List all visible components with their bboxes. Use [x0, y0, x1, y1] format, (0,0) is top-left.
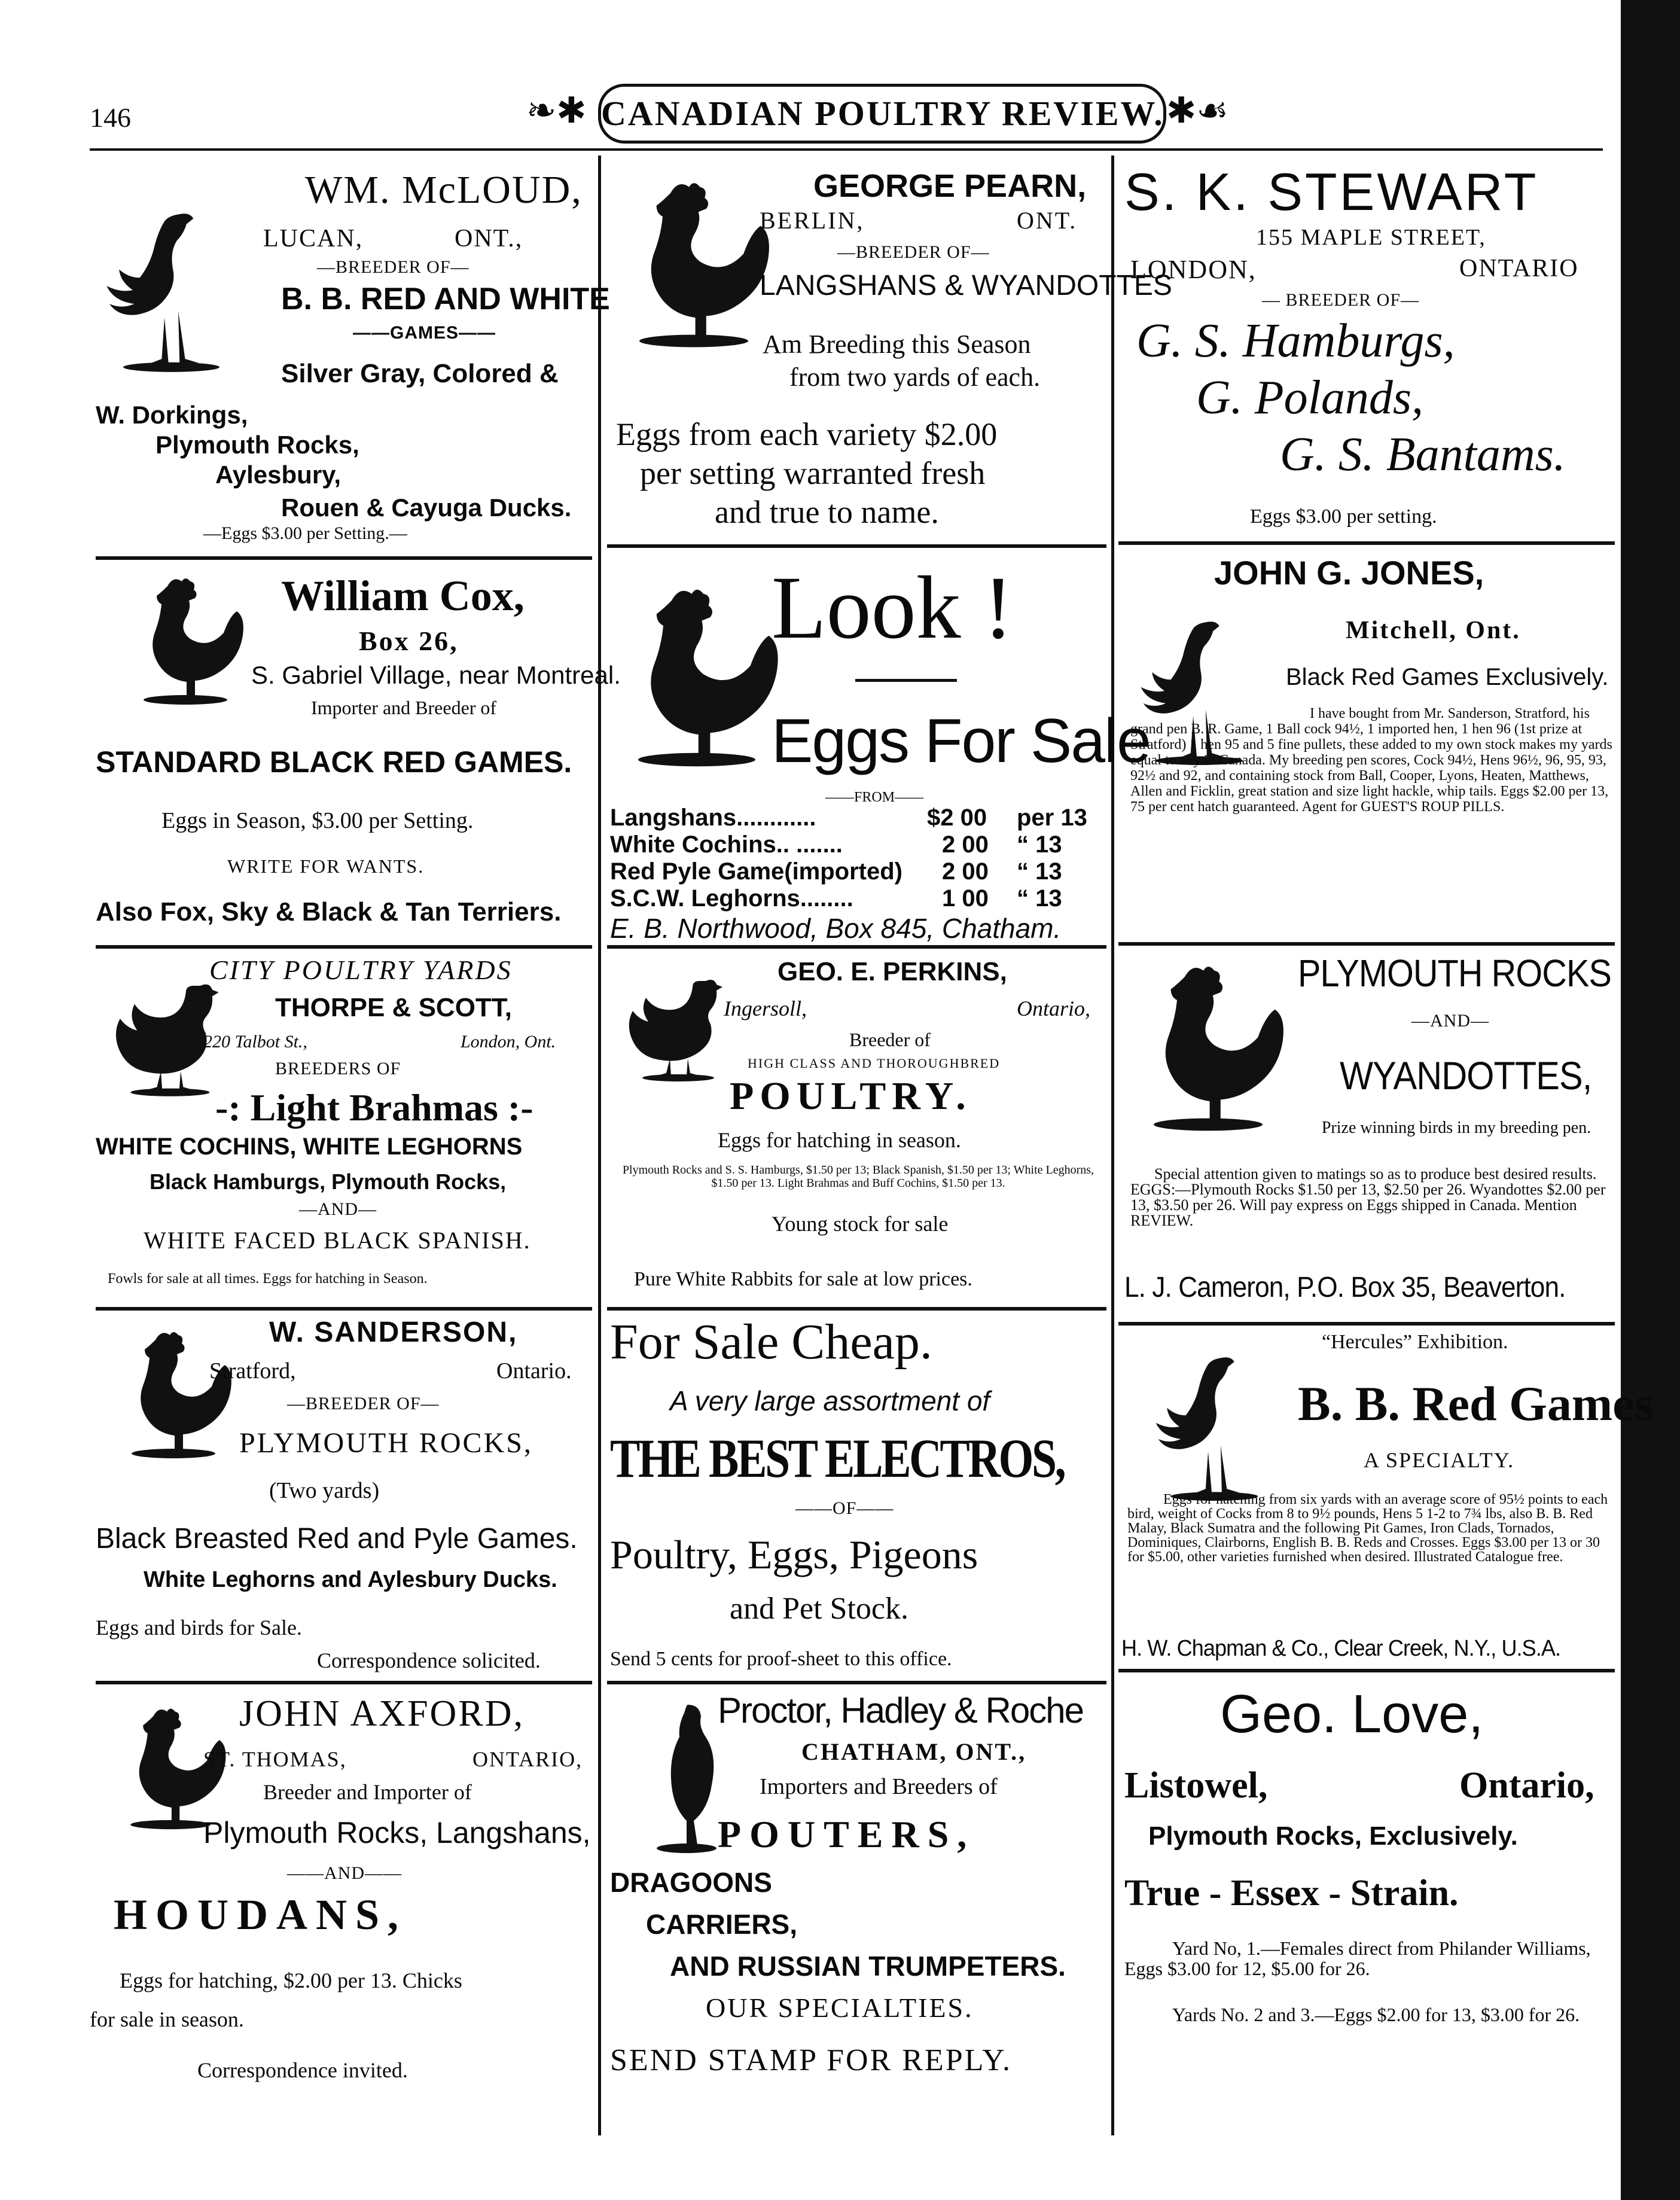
ad-stewart-prov: ONTARIO: [1459, 255, 1579, 282]
ad-chapman-title: “Hercules” Exhibition.: [1322, 1331, 1508, 1353]
ad-jones-place: Mitchell, Ont.: [1346, 617, 1521, 644]
rule-c3-4: [1118, 1669, 1615, 1672]
ad-sanderson-line4: White Leghorns and Aylesbury Ducks.: [144, 1567, 557, 1592]
page-edge-bar: [1621, 0, 1680, 2200]
ad-love-name: Geo. Love,: [1220, 1684, 1484, 1744]
ad-axford-line2: HOUDANS,: [114, 1891, 407, 1939]
ad-stewart-street: 155 MAPLE STREET,: [1256, 225, 1486, 250]
ad-sanderson-line2: (Two yards): [269, 1478, 380, 1503]
gamecock-icon: [1136, 1352, 1280, 1501]
header-rule: [90, 148, 1603, 151]
ad-mcloud-eggs: —Eggs $3.00 per Setting.—: [203, 523, 407, 543]
ad-city-line1: -: Light Brahmas :-: [215, 1086, 533, 1129]
ad-perkins-eggs: Eggs for hatching in season.: [718, 1128, 961, 1152]
ad-look-subtitle: Eggs For Sale: [772, 706, 1150, 776]
ad-pearn-line4: Eggs from each variety $2.00: [616, 416, 998, 452]
rooster-icon: [616, 173, 772, 353]
ad-stewart-line1: G. S. Hamburgs,: [1136, 315, 1455, 367]
ad-perkins-rabbits: Pure White Rabbits for sale at low prices.: [634, 1268, 972, 1290]
ad-cameron-footer: L. J. Cameron, P.O. Box 35, Beaverton.: [1124, 1272, 1566, 1303]
ad-perkins-class: HIGH CLASS AND THOROUGHBRED: [748, 1056, 1001, 1071]
ad-proctor-importers: Importers and Breeders of: [760, 1774, 998, 1799]
ad-jones-line1: Black Red Games Exclusively.: [1286, 664, 1609, 690]
ad-look-row-breed: Red Pyle Game(imported): [610, 858, 903, 885]
ad-love-line4: Yards No. 2 and 3.—Eggs $2.00 for 13, $3.00 for 26.: [1172, 2004, 1580, 2025]
rule-c1-3: [96, 1307, 592, 1311]
ad-axford-line5: Correspondence invited.: [197, 2058, 408, 2082]
ad-electros-of: ——OF——: [795, 1498, 894, 1518]
rule-c3-3: [1118, 1322, 1615, 1326]
ad-cox-wants: WRITE FOR WANTS.: [227, 855, 425, 877]
ad-electros-line2: THE BEST ELECTROS,: [610, 1428, 1065, 1489]
ad-axford-and: ——AND——: [287, 1863, 402, 1883]
column-rule-1: [598, 156, 601, 2135]
ad-axford-breeder: Breeder and Importer of: [263, 1780, 472, 1804]
ad-mcloud-place: LUCAN,: [263, 225, 364, 252]
ad-city-line2: WHITE COCHINS, WHITE LEGHORNS: [96, 1133, 523, 1160]
ad-sanderson-line6: Correspondence solicited.: [317, 1649, 541, 1672]
ad-sanderson-line3: Black Breasted Red and Pyle Games.: [96, 1523, 578, 1555]
ad-axford-line1: Plymouth Rocks, Langshans,: [203, 1816, 591, 1849]
ad-cox-name: William Cox,: [281, 572, 525, 620]
ad-perkins-place: Ingersoll,: [724, 997, 807, 1020]
ad-cameron-prize: Prize winning birds in my breeding pen.: [1321, 1119, 1591, 1137]
ad-love-line2: True - Essex - Strain.: [1124, 1873, 1459, 1913]
ad-sanderson-place: Stratford,: [209, 1358, 296, 1384]
ad-chapman-line1: B. B. Red Games: [1298, 1376, 1654, 1431]
rule-c2-1: [607, 544, 1106, 548]
ad-look-title: Look !: [772, 558, 1014, 657]
rule-c2-3: [607, 1307, 1106, 1311]
ad-look-from: ——FROM——: [825, 790, 924, 805]
ad-mcloud-line2: Silver Gray, Colored &: [281, 359, 559, 388]
ad-electros-line5: Send 5 cents for proof-sheet to this office.: [610, 1648, 952, 1670]
ad-look-row-breed: S.C.W. Leghorns........: [610, 885, 853, 912]
ad-jones-name: JOHN G. JONES,: [1214, 554, 1484, 592]
ad-look-row-per: “ 13: [1017, 858, 1062, 885]
ad-love-prov: Ontario,: [1459, 1765, 1594, 1806]
ad-city-breeders: BREEDERS OF: [275, 1059, 401, 1078]
ad-axford-name: JOHN AXFORD,: [239, 1693, 525, 1734]
ad-city-footer: Fowls for sale at all times. Eggs for hatching in Season.: [108, 1271, 428, 1287]
masthead-ornament-right: ✱☙: [1166, 91, 1229, 130]
ad-stewart-city: LONDON,: [1130, 255, 1257, 284]
ad-look-divider: [855, 679, 957, 682]
rule-c2-4: [607, 1681, 1106, 1684]
ad-mcloud-games: ——GAMES——: [353, 323, 496, 343]
ad-cox-importer: Importer and Breeder of: [311, 697, 497, 718]
ad-proctor-line1: POUTERS,: [718, 1813, 975, 1855]
ad-look-footer: E. B. Northwood, Box 845, Chatham.: [610, 913, 1062, 944]
ad-pearn-place: BERLIN,: [760, 207, 865, 234]
ad-perkins-poultry: POULTRY.: [730, 1074, 972, 1118]
ad-mcloud-name: WM. McLOUD,: [305, 168, 583, 212]
ad-axford-place: ST. THOMAS,: [203, 1747, 347, 1771]
ad-look-row-price: $2 00: [927, 805, 987, 831]
ad-cameron-and: —AND—: [1411, 1011, 1489, 1031]
ad-look-row-price: 2 00: [942, 831, 989, 858]
ad-cox-eggs: Eggs in Season, $3.00 per Setting.: [161, 808, 474, 833]
ad-cameron-text: Special attention given to matings so as to produce best desired results. EGGS:—Plymouth Rocks $1.50 per 13, $2.50 per 26. Wyandottes $2.00 per 13, $3.50 per 26. Will pay express on Eggs shipped in Canada. Mention REVIEW.: [1130, 1165, 1606, 1229]
ad-stewart-name: S. K. STEWART: [1124, 162, 1539, 221]
ad-stewart-breeder: — BREEDER OF—: [1262, 290, 1420, 310]
ad-mcloud-line3: W. Dorkings,: [96, 401, 248, 429]
ad-sanderson-name: W. SANDERSON,: [269, 1317, 518, 1348]
ad-pearn-line1: LANGSHANS & WYANDOTTES: [760, 270, 1172, 301]
ad-pearn-breeder: —BREEDER OF—: [837, 242, 990, 262]
ad-city-city: London, Ont.: [461, 1032, 556, 1052]
ad-stewart-eggs: Eggs $3.00 per setting.: [1250, 505, 1437, 528]
rule-c2-2: [607, 945, 1106, 949]
ad-cox-box: Box 26,: [359, 626, 459, 656]
rooster-icon: [1130, 957, 1286, 1136]
ad-stewart-line2: G. Polands,: [1196, 371, 1423, 424]
ad-mcloud-prov: ONT.,: [455, 225, 523, 252]
ad-electros-line4: and Pet Stock.: [730, 1592, 908, 1626]
ad-cox-line1: STANDARD BLACK RED GAMES.: [96, 745, 572, 779]
masthead-ornament-left: ❧✱: [526, 91, 587, 130]
ad-pearn-line5: per setting warranted fresh: [640, 455, 986, 491]
ad-love-place: Listowel,: [1124, 1765, 1268, 1806]
ad-axford-prov: ONTARIO,: [472, 1747, 583, 1771]
rooster-icon: [108, 1328, 239, 1459]
ad-electros-title: For Sale Cheap.: [610, 1314, 932, 1370]
ad-pearn-line2: Am Breeding this Season: [763, 330, 1031, 359]
ad-perkins-breeder: Breeder of: [849, 1029, 931, 1050]
column-rule-2: [1111, 156, 1114, 2135]
ad-sanderson-line5: Eggs and birds for Sale.: [96, 1616, 302, 1640]
ad-perkins-prices: Plymouth Rocks and S. S. Hamburgs, $1.50 per 13; Black Spanish, $1.50 per 13; White Leghorns, $1.50 per 13. Light Brahmas and Buff Cochins, $1.50 per 13.: [622, 1163, 1094, 1190]
ad-cox-also: Also Fox, Sky & Black & Tan Terriers.: [96, 897, 562, 927]
rule-c3-1: [1118, 541, 1615, 545]
ad-city-firm: THORPE & SCOTT,: [275, 993, 513, 1022]
gamecock-icon: [96, 173, 233, 407]
ad-electros-line1: A very large assortment of: [670, 1385, 990, 1416]
rooster-icon: [613, 562, 780, 790]
ad-mcloud-line6: Rouen & Cayuga Ducks.: [281, 493, 572, 522]
rule-c1-2: [96, 945, 592, 949]
ad-look-row-price: 1 00: [942, 885, 989, 912]
ad-love-line3: Yard No, 1.—Females direct from Philander Williams, Eggs $3.00 for 12, $5.00 for 26.: [1124, 1937, 1591, 1979]
ad-city-street: 220 Talbot St.,: [203, 1032, 307, 1052]
ad-mcloud-line1: B. B. RED AND WHITE: [281, 282, 610, 316]
ad-pearn-name: GEORGE PEARN,: [813, 168, 1087, 204]
pigeon-icon: [652, 1699, 724, 1854]
ad-look-row-breed: Langshans............: [610, 805, 816, 831]
ad-city-line3: Black Hamburgs, Plymouth Rocks,: [150, 1169, 507, 1194]
ad-perkins-name: GEO. E. PERKINS,: [778, 957, 1007, 986]
ad-proctor-line6: SEND STAMP FOR REPLY.: [610, 2043, 1013, 2077]
ad-proctor-line5: OUR SPECIALTIES.: [706, 1992, 974, 2023]
ad-mcloud-line4: Plymouth Rocks,: [156, 431, 359, 459]
rule-c1-1: [96, 556, 592, 560]
ad-axford-line4: for sale in season.: [90, 2007, 244, 2031]
ad-proctor-line4: AND RUSSIAN TRUMPETERS.: [670, 1951, 1066, 1982]
hen-icon: [616, 963, 736, 1083]
ad-city-and: —AND—: [299, 1199, 377, 1219]
ad-look-row-per: “ 13: [1017, 831, 1062, 858]
ad-chapman-specialty: A SPECIALTY.: [1364, 1448, 1515, 1472]
ad-look-row-breed: White Cochins.. .......: [610, 831, 843, 858]
ad-pearn-line6: and true to name.: [715, 494, 939, 530]
ad-chapman-footer: H. W. Chapman & Co., Clear Creek, N.Y., U.S.A.: [1121, 1636, 1561, 1661]
ad-pearn-prov: ONT.: [1017, 207, 1078, 234]
ad-stewart-line3: G. S. Bantams.: [1280, 428, 1566, 481]
ad-cameron-title: PLYMOUTH ROCKS: [1298, 952, 1611, 995]
ad-sanderson-line1: PLYMOUTH ROCKS,: [239, 1427, 533, 1459]
ad-pearn-line3: from two yards of each.: [789, 362, 1041, 392]
rule-c3-2: [1118, 942, 1615, 946]
ad-look-row-per: per 13: [1017, 805, 1087, 831]
ad-electros-line3: Poultry, Eggs, Pigeons: [610, 1532, 978, 1577]
ad-axford-line3: Eggs for hatching, $2.00 per 13. Chicks: [120, 1969, 462, 1992]
ad-city-title: CITY POULTRY YARDS: [209, 955, 513, 985]
masthead-title-text: CANADIAN POULTRY REVIEW.: [601, 94, 1164, 133]
rooster-icon: [120, 574, 251, 706]
ad-mcloud-breeder: —BREEDER OF—: [317, 257, 469, 277]
ad-look-row-price: 2 00: [942, 858, 989, 885]
ad-proctor-line2: DRAGOONS: [610, 1867, 772, 1898]
ad-proctor-place: CHATHAM, ONT.,: [801, 1738, 1027, 1765]
ad-sanderson-prov: Ontario.: [496, 1358, 572, 1384]
ad-mcloud-line5: Aylesbury,: [215, 461, 342, 489]
ad-perkins-young: Young stock for sale: [772, 1212, 949, 1236]
rule-c1-4: [96, 1681, 592, 1684]
ad-jones-text: I have bought from Mr. Sanderson, Stratford, his grand pen B. R. Game, 1 Ball cock 94½, 1 imported hen, 1 hen 96 (1st prize at Stratford) 1 hen 95 and 5 fine pullets, these added to my own stock makes my yards equal to any in Canada. My breeding pen scores, Cock 94½, Hens 96½, 96, 95, 93, 92½ and 92, and containing stock from Ball, Cooper, Lyons, Heaten, Matthews, Allen and Ficklin, great station and size light hackle, whip tails. Eggs $2.00 per 13, 75 per cent hatch guaranteed. Agent for GUEST'S ROUP PILLS.: [1130, 706, 1612, 815]
ad-look-row-per: “ 13: [1017, 885, 1062, 912]
ad-cameron-title2: WYANDOTTES,: [1340, 1053, 1592, 1098]
ad-proctor-line3: CARRIERS,: [646, 1909, 798, 1940]
ad-love-line1: Plymouth Rocks, Exclusively.: [1148, 1821, 1518, 1851]
ad-sanderson-breeder: —BREEDER OF—: [287, 1394, 440, 1413]
ad-chapman-text: Eggs for hatching from six yards with an average score of 95½ points to each bird, weight of Cocks from 8 to 9½ pounds, Hens 5 1-2 to 7¾ lbs, also B. B. Red Malay, Black Sumatra and the following Pit Games, Iron Clads, Tornados, Dominiques, Clairborns, English B. B. Reds and Crosses. Eggs $3.00 per 13 or 30 for $5.00, other varieties furnished when desired. Illustrated Catalogue free.: [1127, 1492, 1608, 1565]
ad-proctor-name: Proctor, Hadley & Roche: [718, 1690, 1083, 1730]
page-number: 146: [90, 102, 131, 133]
ad-city-line4: WHITE FACED BLACK SPANISH.: [144, 1227, 531, 1254]
masthead-title: [598, 84, 1166, 144]
ad-perkins-prov: Ontario,: [1017, 997, 1091, 1020]
ad-cox-place: S. Gabriel Village, near Montreal.: [251, 661, 621, 689]
